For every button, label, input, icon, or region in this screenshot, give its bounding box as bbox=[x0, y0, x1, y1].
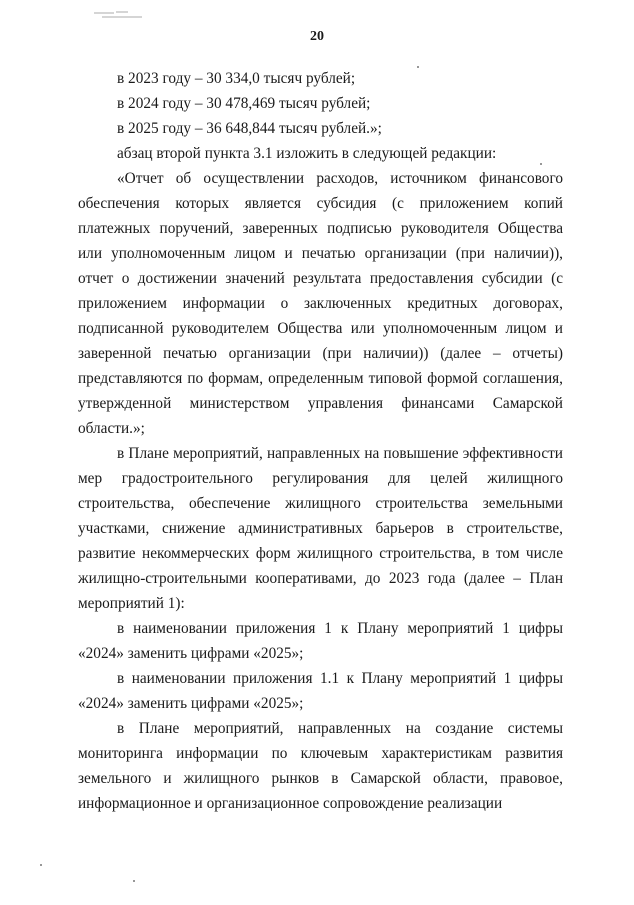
paragraph: в наименовании приложения 1 к Плану мероприятий 1 цифры «2024» заменить цифрами «2025»; bbox=[78, 620, 563, 662]
scan-speck bbox=[417, 66, 419, 68]
scan-speck bbox=[40, 864, 42, 866]
scan-speck bbox=[133, 880, 135, 882]
scan-speck bbox=[540, 163, 542, 165]
paragraph: в наименовании приложения 1.1 к Плану мероприятий 1 цифры «2024» заменить цифрами «2025»; bbox=[78, 670, 563, 712]
paragraph: в Плане мероприятий, направленных на создание системы мониторинга информации по ключевым характеристикам развития земельного и жилищного рынков в Самарской области, правовое, информационное и организационное сопровождение реализации bbox=[78, 720, 563, 812]
paragraph: в 2025 году – 36 648,844 тысяч рублей.»; bbox=[117, 120, 382, 137]
paragraph: «Отчет об осуществлении расходов, источником финансового обеспечения которых является субсидия (с приложением копий платежных поручений, заверенных подписью руководителя Общества или уполномоченным лицом и печатью организации (при наличии)), отчет о достижении значений результата предоставления субсидии (с приложением информации о заключенных кредитных договорах, подписанной руководителем Общества или уполномоченным лицом и заверенной печатью организации (при наличии)) (далее – отчеты) представляются по формам, определенным типовой формой соглашения, утвержденной министерством управления финансами Самарской области.»; bbox=[78, 170, 563, 437]
scan-artifact bbox=[94, 10, 146, 19]
document-body bbox=[78, 66, 563, 816]
paragraph: в 2024 году – 30 478,469 тысяч рублей; bbox=[117, 95, 371, 112]
page-number: 20 bbox=[310, 29, 324, 44]
paragraph: в Плане мероприятий, направленных на повышение эффективности мер градостроительного регулирования для целей жилищного строительства, обеспечение жилищного строительства земельными участками, снижение административных барьеров в строительстве, развитие некоммерческих форм жилищного строительства, в том числе жилищно-строительными кооперативами, до 2023 года (далее – План мероприятий 1): bbox=[78, 445, 563, 612]
paragraph: абзац второй пункта 3.1 изложить в следующей редакции: bbox=[117, 145, 497, 162]
paragraph: в 2023 году – 30 334,0 тысяч рублей; bbox=[117, 70, 356, 87]
